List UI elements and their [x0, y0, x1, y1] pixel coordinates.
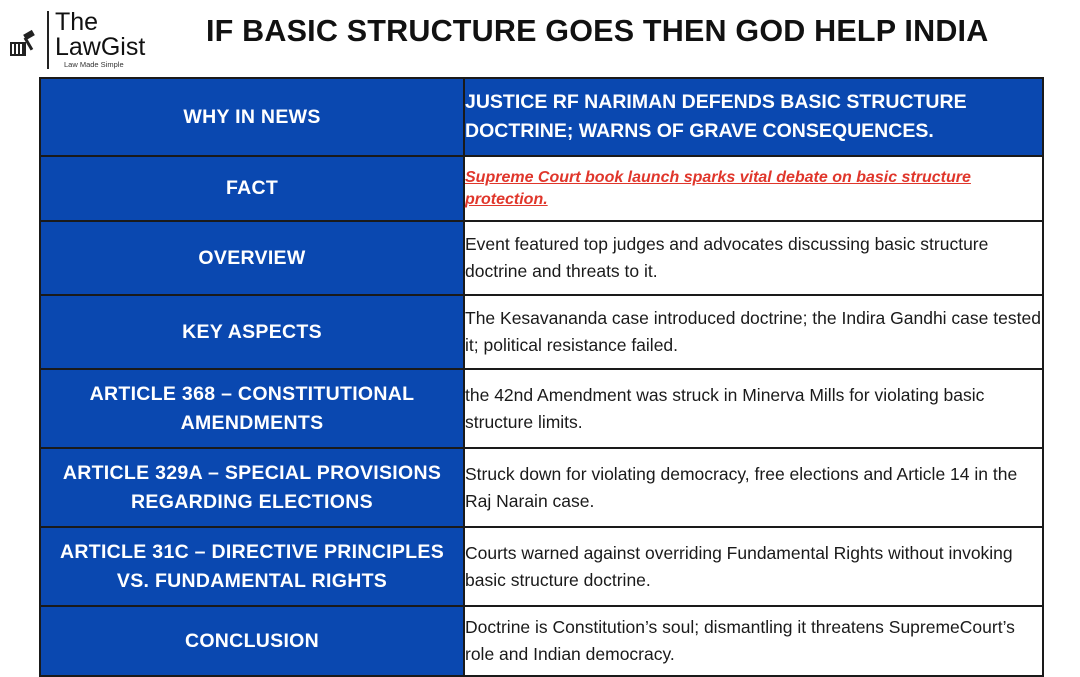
row-value-cell — [464, 156, 1043, 221]
row-value: the 42nd Amendment was struck in Minerva Mills for violating basic structure limits. — [464, 369, 1043, 448]
table-row-key-aspects — [40, 295, 1043, 369]
row-value: Courts warned against overriding Fundamental Rights without invoking basic structure doctrine. — [464, 527, 1043, 606]
table-row-overview — [40, 221, 1043, 295]
summary-table — [39, 77, 1044, 677]
table-row-why-in-news — [40, 78, 1043, 156]
brand-logo[interactable] — [6, 8, 166, 70]
gavel-book-icon — [8, 28, 38, 58]
row-value: Event featured top judges and advocates discussing basic structure doctrine and threats to it. — [464, 221, 1043, 295]
brand-tagline: Law Made Simple — [64, 60, 124, 69]
brand-name-line2: LawGist — [55, 33, 146, 61]
table-row-article-31c — [40, 527, 1043, 606]
row-label: WHY IN NEWS — [40, 78, 464, 156]
row-value: The Kesavananda case introduced doctrine; the Indira Gandhi case tested it; political resistance failed. — [464, 295, 1043, 369]
page-title: IF BASIC STRUCTURE GOES THEN GOD HELP INDIA — [206, 14, 989, 48]
table-row-article-329a — [40, 448, 1043, 527]
row-label: FACT — [40, 156, 464, 221]
row-value: Doctrine is Constitution’s soul; dismantling it threatens SupremeCourt’s role and Indian democracy. — [464, 606, 1043, 676]
row-label: ARTICLE 329A – SPECIAL PROVISIONS REGARDING ELECTIONS — [40, 448, 464, 527]
table-row-fact — [40, 156, 1043, 221]
fact-text: Supreme Court book launch sparks vital debate on basic structure protection. — [465, 168, 971, 208]
row-label: OVERVIEW — [40, 221, 464, 295]
row-label: ARTICLE 31C – DIRECTIVE PRINCIPLES VS. FUNDAMENTAL RIGHTS — [40, 527, 464, 606]
row-value: JUSTICE RF NARIMAN DEFENDS BASIC STRUCTURE DOCTRINE; WARNS OF GRAVE CONSEQUENCES. — [464, 78, 1043, 156]
row-label: KEY ASPECTS — [40, 295, 464, 369]
row-label: CONCLUSION — [40, 606, 464, 676]
table-row-conclusion — [40, 606, 1043, 676]
header — [0, 0, 1080, 76]
logo-divider — [47, 11, 49, 69]
brand-name-line1: The — [55, 8, 99, 36]
row-value: Struck down for violating democracy, free elections and Article 14 in the Raj Narain case. — [464, 448, 1043, 527]
table-row-article-368 — [40, 369, 1043, 448]
row-label: ARTICLE 368 – CONSTITUTIONAL AMENDMENTS — [40, 369, 464, 448]
